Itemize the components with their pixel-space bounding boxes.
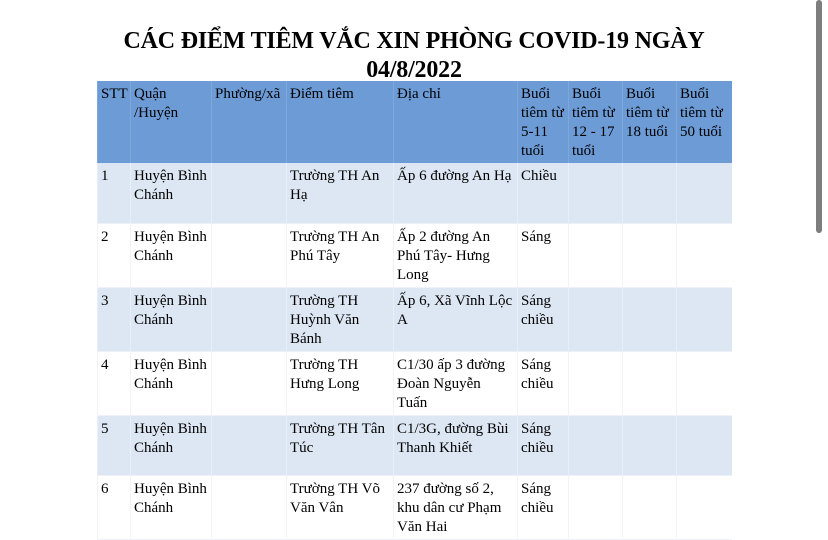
- table-row: [98, 351, 732, 415]
- cell-quan: Huyện Bình Chánh: [131, 223, 212, 287]
- cell-diachi: Ấp 6, Xã Vĩnh Lộc A: [394, 287, 518, 351]
- cell-diem: Trường TH An Phú Tây: [287, 223, 394, 287]
- title-line-1: CÁC ĐIỂM TIÊM VẮC XIN PHÒNG COVID-19 NGÀY: [123, 28, 705, 54]
- cell-quan: Huyện Bình Chánh: [131, 351, 212, 415]
- cell-buoi-12-17: [569, 223, 623, 287]
- cell-stt: 5: [98, 415, 131, 475]
- cell-phuong: [212, 415, 287, 475]
- header-phuong-xa: Phường/xã: [212, 81, 287, 163]
- cell-buoi-12-17: [569, 287, 623, 351]
- cell-stt: 6: [98, 475, 131, 539]
- cell-buoi-12-17: [569, 163, 623, 223]
- header-stt: STT: [98, 81, 131, 163]
- cell-phuong: [212, 223, 287, 287]
- header-dia-chi: Địa chỉ: [394, 81, 518, 163]
- vaccination-schedule-table: [97, 81, 732, 540]
- cell-diem: Trường TH Tân Túc: [287, 415, 394, 475]
- cell-quan: Huyện Bình Chánh: [131, 163, 212, 223]
- cell-diem: Trường TH Võ Văn Vân: [287, 475, 394, 539]
- cell-phuong: [212, 475, 287, 539]
- header-buoi-18: Buổi tiêm từ 18 tuổi: [623, 81, 677, 163]
- table-row: [98, 223, 732, 287]
- header-buoi-50: Buổi tiêm từ 50 tuổi: [677, 81, 732, 163]
- cell-buoi-12-17: [569, 415, 623, 475]
- vertical-scrollbar-thumb[interactable]: [816, 0, 822, 233]
- cell-diachi: Ấp 2 đường An Phú Tây- Hưng Long: [394, 223, 518, 287]
- cell-diachi: C1/3G, đường Bùi Thanh Khiết: [394, 415, 518, 475]
- cell-stt: 2: [98, 223, 131, 287]
- table-header-row: [98, 81, 732, 163]
- cell-diem: Trường TH Hưng Long: [287, 351, 394, 415]
- cell-buoi-18: [623, 415, 677, 475]
- table-row: [98, 287, 732, 351]
- header-quan-huyen: Quận /Huyện: [131, 81, 212, 163]
- cell-buoi-50: [677, 163, 732, 223]
- header-buoi-12-17: Buổi tiêm từ 12 - 17 tuổi: [569, 81, 623, 163]
- cell-buoi-5-11: Sáng chiều: [518, 475, 569, 539]
- title-line-2: 04/8/2022: [366, 57, 462, 83]
- cell-diachi: 237 đường số 2, khu dân cư Phạm Văn Hai: [394, 475, 518, 539]
- cell-stt: 4: [98, 351, 131, 415]
- cell-stt: 1: [98, 163, 131, 223]
- cell-diem: Trường TH Huỳnh Văn Bánh: [287, 287, 394, 351]
- cell-buoi-50: [677, 287, 732, 351]
- cell-buoi-5-11: Chiều: [518, 163, 569, 223]
- cell-buoi-50: [677, 223, 732, 287]
- cell-buoi-50: [677, 475, 732, 539]
- header-buoi-5-11: Buổi tiêm từ 5-11 tuổi: [518, 81, 569, 163]
- table-row: [98, 475, 732, 539]
- cell-phuong: [212, 163, 287, 223]
- header-diem-tiem: Điểm tiêm: [287, 81, 394, 163]
- table-row: [98, 163, 732, 223]
- cell-phuong: [212, 351, 287, 415]
- cell-buoi-5-11: Sáng chiều: [518, 351, 569, 415]
- cell-buoi-18: [623, 163, 677, 223]
- cell-buoi-5-11: Sáng chiều: [518, 287, 569, 351]
- table-row: [98, 415, 732, 475]
- cell-quan: Huyện Bình Chánh: [131, 415, 212, 475]
- cell-diachi: Ấp 6 đường An Hạ: [394, 163, 518, 223]
- cell-buoi-18: [623, 287, 677, 351]
- cell-buoi-18: [623, 351, 677, 415]
- cell-phuong: [212, 287, 287, 351]
- cell-buoi-50: [677, 351, 732, 415]
- cell-buoi-12-17: [569, 351, 623, 415]
- cell-diachi: C1/30 ấp 3 đường Đoàn Nguyễn Tuấn: [394, 351, 518, 415]
- cell-buoi-5-11: Sáng: [518, 223, 569, 287]
- cell-buoi-12-17: [569, 475, 623, 539]
- cell-diem: Trường TH An Hạ: [287, 163, 394, 223]
- cell-buoi-50: [677, 415, 732, 475]
- cell-quan: Huyện Bình Chánh: [131, 287, 212, 351]
- document-title: [97, 27, 731, 85]
- cell-stt: 3: [98, 287, 131, 351]
- cell-quan: Huyện Bình Chánh: [131, 475, 212, 539]
- cell-buoi-18: [623, 475, 677, 539]
- cell-buoi-18: [623, 223, 677, 287]
- cell-buoi-5-11: Sáng chiều: [518, 415, 569, 475]
